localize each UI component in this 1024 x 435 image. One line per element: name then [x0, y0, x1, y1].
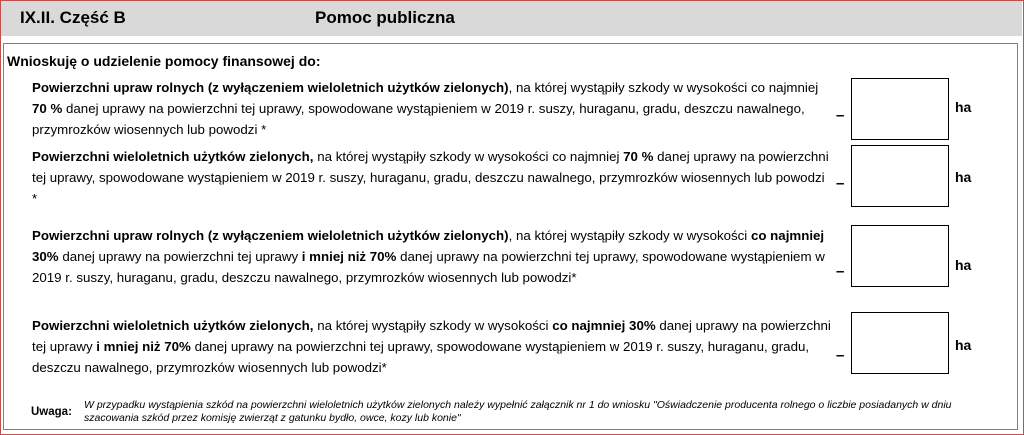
item-4-text-2: danej uprawy na powierzchni tej uprawy — [32, 318, 831, 354]
item-2-dash: – — [836, 175, 845, 192]
item-4-unit: ha — [955, 337, 972, 353]
item-4-bold-1: Powierzchni wieloletnich użytków zielonych, — [32, 318, 314, 333]
section-title: Pomoc publiczna — [315, 8, 455, 27]
item-3-dash: – — [836, 263, 845, 280]
item-2-text-2: danej uprawy na powierzchni tej uprawy, spowodowane wystąpieniem w 2019 r. suszy, huraganu, gradu, deszczu nawalnego, przymrozków wiosennych lub powodzi * — [32, 149, 829, 206]
item-2-bold-2: 70 % — [623, 149, 654, 164]
item-4-bold-3: i mniej niż 70% — [96, 339, 191, 354]
item-2-bold-1: Powierzchni wieloletnich użytków zielonych, — [32, 149, 314, 164]
item-2-area-field[interactable] — [851, 145, 949, 207]
item-4-text — [32, 315, 832, 378]
item-1-bold-1: Powierzchni upraw rolnych (z wyłączeniem wieloletnich użytków zielonych) — [32, 80, 509, 95]
item-3-unit: ha — [955, 257, 972, 273]
item-1-area-field[interactable] — [851, 78, 949, 140]
item-4-text-3: danej uprawy na powierzchni tej uprawy, spowodowane wystąpieniem w 2019 r. suszy, huraganu, gradu, deszczu nawalnego, przymrozków wiosennych lub powodzi* — [32, 339, 810, 375]
item-4-area-field[interactable] — [851, 312, 949, 374]
item-3-text-1: , na której wystąpiły szkody w wysokości — [508, 228, 751, 243]
section-number: IX.II. Część B — [20, 8, 126, 27]
item-3-bold-2: co najmniej 30% — [32, 228, 825, 264]
item-2-text — [32, 146, 832, 209]
note-text: W przypadku wystąpienia szkód na powierzchni wieloletnich użytków zielonych należy wypełnić załącznik nr 1 do wniosku "Oświadczenie producenta rolnego o liczbie posiadanych w dniu szacowania szkód przez komisję zwierząt z gatunku bydło, owce, kozy lub konie" — [84, 399, 952, 424]
item-1-text-1: , na której wystąpiły szkody w wysokości co najmniej — [508, 80, 819, 95]
item-2-unit: ha — [955, 169, 972, 185]
item-1-text-2: danej uprawy na powierzchni tej uprawy, spowodowane wystąpieniem w 2019 r. suszy, huraganu, gradu, deszczu nawalnego, przymrozków wiosennych lub powodzi * — [32, 101, 805, 137]
item-3-text-3: danej uprawy na powierzchni tej uprawy, spowodowane wystąpieniem w 2019 r. suszy, huraganu, gradu, deszczu nawalnego, przymrozków wiosennych lub powodzi* — [32, 249, 825, 285]
note-label: Uwaga: — [31, 406, 72, 418]
item-2-text-1: na której wystąpiły szkody w wysokości co najmniej — [313, 149, 624, 164]
item-3-bold-1: Powierzchni upraw rolnych (z wyłączeniem wieloletnich użytków zielonych) — [32, 228, 509, 243]
item-3-text-2: danej uprawy na powierzchni tej uprawy — [58, 249, 302, 264]
intro-text: Wnioskuję o udzielenie pomocy finansowej do: — [7, 53, 321, 69]
item-4-bold-2: co najmniej 30% — [552, 318, 656, 333]
item-4-text-1: na której wystąpiły szkody w wysokości — [313, 318, 553, 333]
item-1-bold-2: 70 % — [32, 101, 63, 116]
item-3-area-field[interactable] — [851, 225, 949, 287]
item-3-text — [32, 225, 832, 288]
item-4-dash: – — [836, 347, 845, 364]
item-1-unit: ha — [955, 99, 972, 115]
item-3-bold-3: i mniej niż 70% — [301, 249, 397, 264]
item-1-dash: – — [836, 107, 845, 124]
item-1-text — [32, 77, 832, 140]
section-header — [1, 1, 1022, 36]
